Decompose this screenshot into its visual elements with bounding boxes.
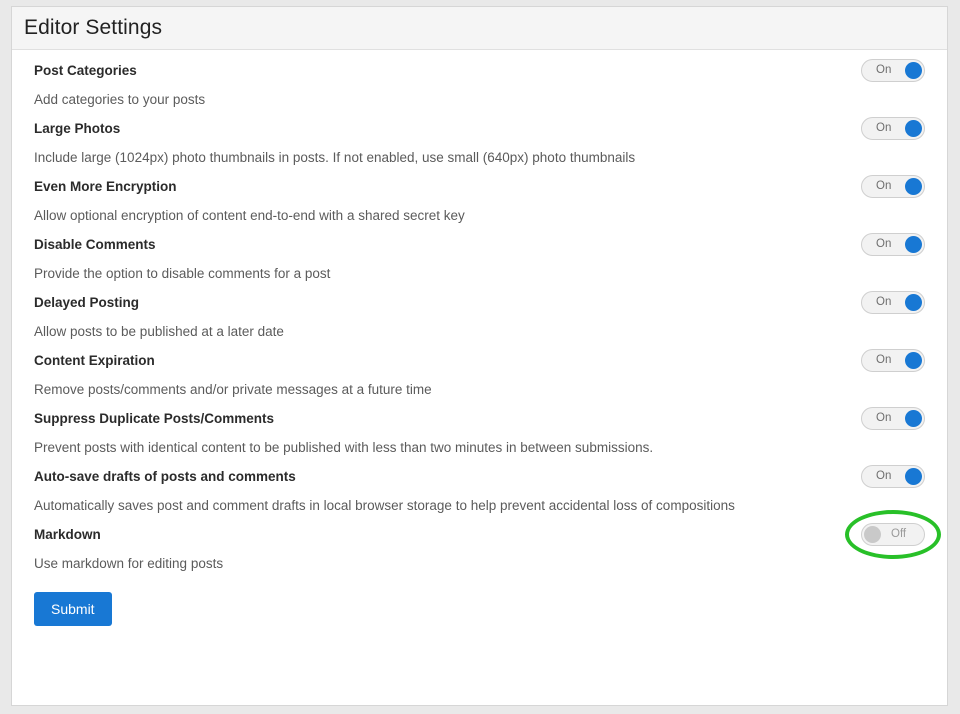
- toggle-knob-icon: [905, 468, 922, 485]
- setting-toggle-wrapper: [861, 59, 925, 82]
- setting-toggle[interactable]: [861, 233, 925, 256]
- setting-description: Use markdown for editing posts: [34, 556, 224, 571]
- panel-header: [12, 7, 947, 50]
- setting-toggle[interactable]: [861, 175, 925, 198]
- setting-row: [34, 340, 925, 398]
- setting-label: Content Expiration: [34, 353, 155, 368]
- setting-label: Post Categories: [34, 63, 137, 78]
- setting-description: Automatically saves post and comment drafts in local browser storage to help prevent accidental loss of compositions: [34, 498, 735, 513]
- toggle-knob-icon: [905, 410, 922, 427]
- setting-toggle-wrapper: [861, 523, 925, 546]
- setting-toggle[interactable]: [861, 523, 925, 546]
- toggle-knob-icon: [864, 526, 881, 543]
- setting-label: Even More Encryption: [34, 179, 177, 194]
- setting-row: [34, 398, 925, 456]
- setting-label: Disable Comments: [34, 237, 156, 252]
- setting-row: [34, 50, 925, 108]
- setting-toggle-wrapper: [861, 349, 925, 372]
- toggle-knob-icon: [905, 178, 922, 195]
- toggle-state-label: On: [876, 412, 892, 424]
- setting-toggle[interactable]: [861, 59, 925, 82]
- toggle-knob-icon: [905, 294, 922, 311]
- setting-toggle-wrapper: [861, 175, 925, 198]
- toggle-state-label: On: [876, 122, 892, 134]
- setting-toggle-wrapper: [861, 465, 925, 488]
- setting-toggle[interactable]: [861, 349, 925, 372]
- setting-description: Remove posts/comments and/or private messages at a future time: [34, 382, 432, 397]
- setting-row: [34, 108, 925, 166]
- toggle-state-label: On: [876, 470, 892, 482]
- submit-button[interactable]: Submit: [34, 592, 112, 626]
- toggle-state-label: On: [876, 238, 892, 250]
- setting-row: [34, 224, 925, 282]
- toggle-state-label: On: [876, 354, 892, 366]
- toggle-knob-icon: [905, 352, 922, 369]
- setting-label: Delayed Posting: [34, 295, 140, 310]
- setting-description: Provide the option to disable comments for a post: [34, 266, 331, 281]
- toggle-knob-icon: [905, 62, 922, 79]
- toggle-state-label: On: [876, 296, 892, 308]
- setting-description: Allow optional encryption of content end-to-end with a shared secret key: [34, 208, 465, 223]
- setting-label: Suppress Duplicate Posts/Comments: [34, 411, 275, 426]
- toggle-state-label: Off: [891, 528, 907, 540]
- editor-settings-panel: [11, 6, 948, 706]
- setting-row: [34, 456, 925, 514]
- settings-list: [12, 50, 947, 644]
- setting-label: Large Photos: [34, 121, 121, 136]
- setting-description: Include large (1024px) photo thumbnails in posts. If not enabled, use small (640px) photo thumbnails: [34, 150, 636, 165]
- setting-toggle[interactable]: [861, 465, 925, 488]
- setting-toggle[interactable]: [861, 291, 925, 314]
- submit-row: [34, 572, 925, 644]
- setting-row: [34, 166, 925, 224]
- setting-toggle[interactable]: [861, 117, 925, 140]
- toggle-state-label: On: [876, 180, 892, 192]
- page-title: Editor Settings: [24, 16, 163, 39]
- setting-toggle[interactable]: [861, 407, 925, 430]
- setting-toggle-wrapper: [861, 117, 925, 140]
- setting-label: Auto-save drafts of posts and comments: [34, 469, 296, 484]
- setting-label: Markdown: [34, 527, 101, 542]
- toggle-state-label: On: [876, 64, 892, 76]
- setting-row: [34, 514, 925, 572]
- setting-toggle-wrapper: [861, 407, 925, 430]
- toggle-knob-icon: [905, 120, 922, 137]
- setting-row: [34, 282, 925, 340]
- setting-toggle-wrapper: [861, 291, 925, 314]
- setting-description: Add categories to your posts: [34, 92, 206, 107]
- setting-description: Allow posts to be published at a later date: [34, 324, 284, 339]
- setting-toggle-wrapper: [861, 233, 925, 256]
- setting-description: Prevent posts with identical content to be published with less than two minutes in between submissions.: [34, 440, 654, 455]
- toggle-knob-icon: [905, 236, 922, 253]
